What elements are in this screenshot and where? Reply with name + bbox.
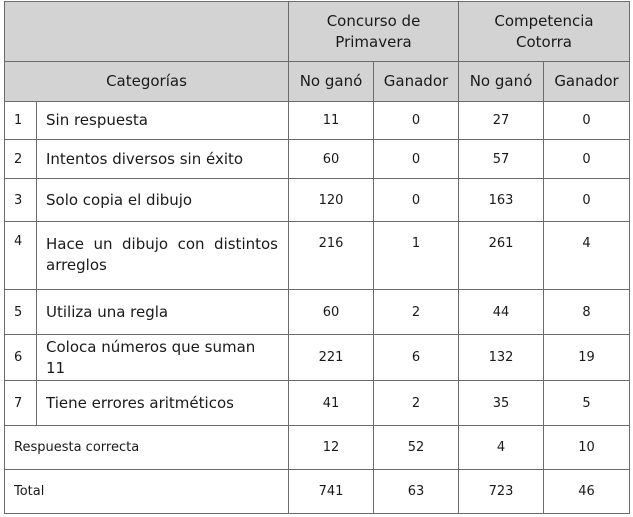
row-number: 5	[5, 290, 37, 335]
row-number: 4	[5, 222, 37, 290]
table-row	[5, 140, 630, 179]
group-header-row	[5, 2, 630, 62]
cp-ganador-value: 0	[374, 102, 459, 140]
cp-no-gano-value: 221	[289, 335, 374, 381]
table-row	[5, 179, 630, 222]
total-row	[5, 470, 630, 514]
row-number: 6	[5, 335, 37, 381]
cp-no-gano-value: 120	[289, 179, 374, 222]
cc-ganador-value: 46	[544, 470, 630, 514]
header-concurso-primavera: Concurso de Primavera	[289, 2, 459, 62]
header-cp-ganador: Ganador	[374, 62, 459, 102]
cp-no-gano-value: 60	[289, 140, 374, 179]
row-number: 3	[5, 179, 37, 222]
cp-ganador-value: 52	[374, 426, 459, 470]
cp-no-gano-value: 11	[289, 102, 374, 140]
cc-no-gano-value: 4	[459, 426, 544, 470]
cc-ganador-value: 0	[544, 179, 630, 222]
cc-no-gano-value: 163	[459, 179, 544, 222]
cp-ganador-value: 6	[374, 335, 459, 381]
row-category: Intentos diversos sin éxito	[37, 140, 289, 179]
results-table	[4, 1, 630, 514]
cp-no-gano-value: 216	[289, 222, 374, 290]
cp-ganador-value: 0	[374, 140, 459, 179]
cp-ganador-value: 2	[374, 381, 459, 426]
cc-ganador-value: 0	[544, 102, 630, 140]
row-number: 7	[5, 381, 37, 426]
row-number: 1	[5, 102, 37, 140]
header-categorias: Categorías	[5, 62, 289, 102]
row-category: Sin respuesta	[37, 102, 289, 140]
table-row	[5, 102, 630, 140]
table-row	[5, 290, 630, 335]
cc-ganador-value: 10	[544, 426, 630, 470]
total-label: Total	[5, 470, 289, 514]
table-row	[5, 222, 630, 290]
respuesta-correcta-label: Respuesta correcta	[5, 426, 289, 470]
row-category: Tiene errores aritméticos	[37, 381, 289, 426]
cp-ganador-value: 2	[374, 290, 459, 335]
cp-ganador-value: 1	[374, 222, 459, 290]
header-cc-ganador: Ganador	[544, 62, 630, 102]
row-category: Utiliza una regla	[37, 290, 289, 335]
cc-no-gano-value: 57	[459, 140, 544, 179]
header-competencia-cotorra: Competencia Cotorra	[459, 2, 630, 62]
row-category: Coloca números que suman 11	[37, 335, 289, 381]
header-blank-cell	[5, 2, 289, 62]
table-row	[5, 381, 630, 426]
cp-no-gano-value: 41	[289, 381, 374, 426]
cp-no-gano-value: 12	[289, 426, 374, 470]
cc-ganador-value: 0	[544, 140, 630, 179]
cp-no-gano-value: 60	[289, 290, 374, 335]
cc-no-gano-value: 261	[459, 222, 544, 290]
header-cc-no-gano: No ganó	[459, 62, 544, 102]
row-number: 2	[5, 140, 37, 179]
cc-ganador-value: 8	[544, 290, 630, 335]
cp-no-gano-value: 741	[289, 470, 374, 514]
cc-ganador-value: 19	[544, 335, 630, 381]
row-category: Hace un dibujo con distintos arreglos	[37, 222, 289, 290]
cc-no-gano-value: 44	[459, 290, 544, 335]
cc-no-gano-value: 27	[459, 102, 544, 140]
header-cp-no-gano: No ganó	[289, 62, 374, 102]
cp-ganador-value: 63	[374, 470, 459, 514]
cp-ganador-value: 0	[374, 179, 459, 222]
cc-ganador-value: 4	[544, 222, 630, 290]
cc-no-gano-value: 723	[459, 470, 544, 514]
subheader-row	[5, 62, 630, 102]
cc-ganador-value: 5	[544, 381, 630, 426]
row-category: Solo copia el dibujo	[37, 179, 289, 222]
table-row	[5, 335, 630, 381]
cc-no-gano-value: 35	[459, 381, 544, 426]
respuesta-correcta-row	[5, 426, 630, 470]
cc-no-gano-value: 132	[459, 335, 544, 381]
